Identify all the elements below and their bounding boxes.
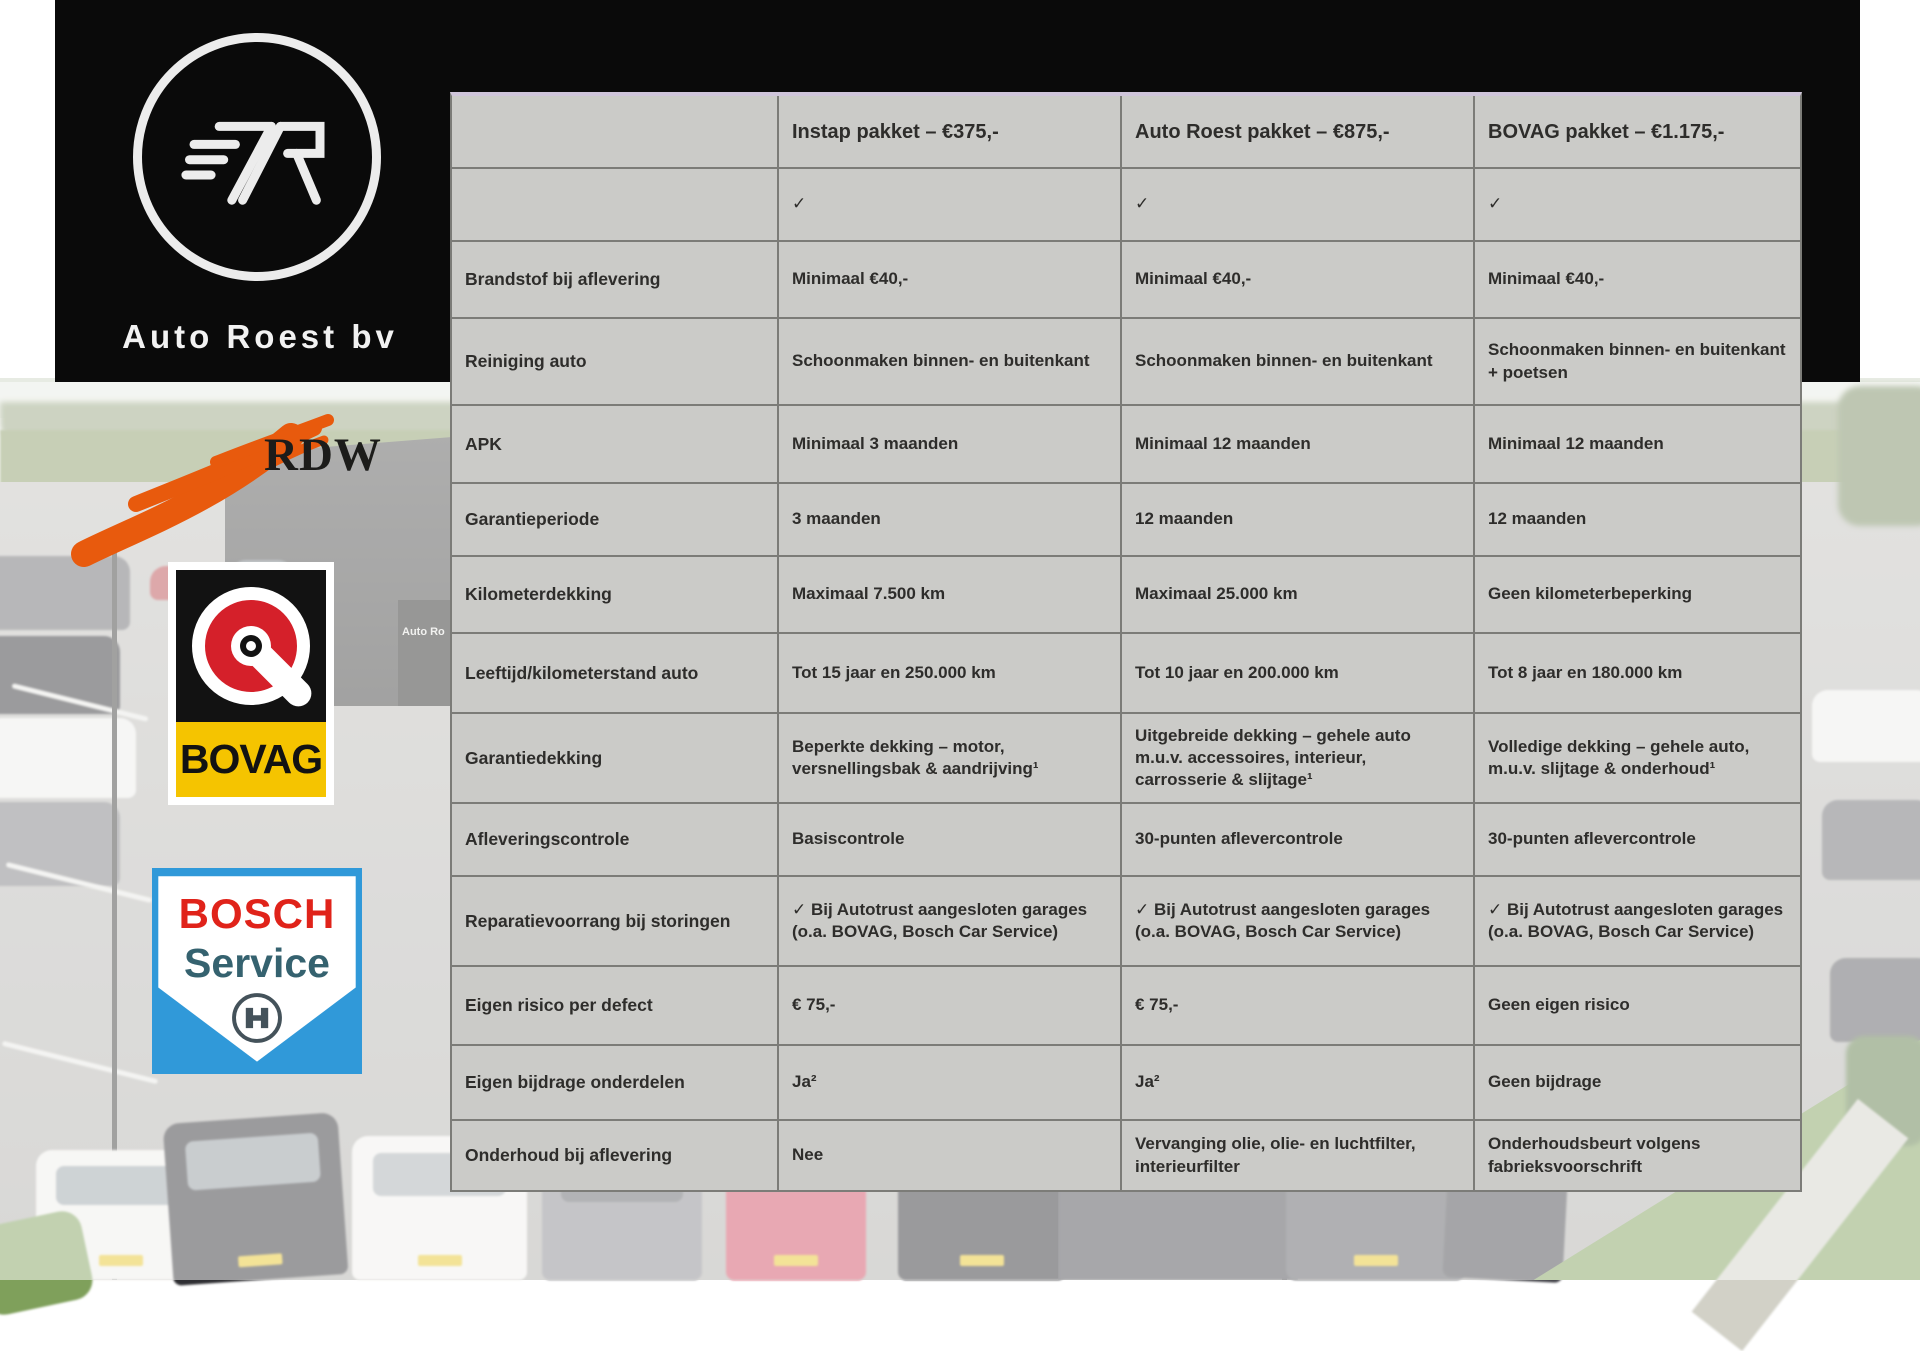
row-label: Onderhoud bij aflevering (452, 1121, 777, 1190)
row-label (452, 169, 777, 240)
cell-value: 30-punten aflevercontrole (1122, 804, 1473, 875)
cell-value: Schoonmaken binnen- en buitenkant (779, 319, 1120, 404)
bosch-service-logo (152, 868, 362, 1074)
package-header: Auto Roest pakket – €875,- (1122, 96, 1473, 167)
row-label: Afleveringscontrole (452, 804, 777, 875)
row-label: Reparatievoorrang bij storingen (452, 877, 777, 965)
rdw-wordmark: RDW (264, 429, 382, 481)
row-label: Leeftijd/kilometerstand auto (452, 634, 777, 712)
bovag-emblem-icon (176, 570, 326, 722)
row-label: Reiniging auto (452, 319, 777, 404)
cell-value: Tot 15 jaar en 250.000 km (779, 634, 1120, 712)
cell-value: Basiscontrole (779, 804, 1120, 875)
cell-value: Minimaal 3 maanden (779, 406, 1120, 482)
cell-value: Ja² (1122, 1046, 1473, 1119)
package-header: Instap pakket – €375,- (779, 96, 1120, 167)
cell-value: ✓ (1122, 169, 1473, 240)
row-label: Brandstof bij aflevering (452, 242, 777, 317)
cell-value: € 75,- (1122, 967, 1473, 1044)
bosch-armature-icon (229, 990, 285, 1046)
cell-value: Onderhoudsbeurt volgens fabrieksvoorschrift (1475, 1121, 1800, 1190)
cell-value: ✓ Bij Autotrust aangesloten garages (o.a. BOVAG, Bosch Car Service) (1122, 877, 1473, 965)
cell-value: Minimaal 12 maanden (1122, 406, 1473, 482)
cell-value: ✓ (779, 169, 1120, 240)
bovag-logo (168, 562, 334, 805)
cell-value: Minimaal €40,- (1475, 242, 1800, 317)
row-label: Garantieperiode (452, 484, 777, 555)
cell-value: 12 maanden (1122, 484, 1473, 555)
cell-value: ✓ Bij Autotrust aangesloten garages (o.a. BOVAG, Bosch Car Service) (779, 877, 1120, 965)
bovag-wordmark: BOVAG (176, 722, 326, 797)
dealer-name: Auto Roest bv (122, 318, 398, 355)
cell-value: Beperkte dekking – motor, versnellingsbak & aandrijving¹ (779, 714, 1120, 802)
cell-value: 30-punten aflevercontrole (1475, 804, 1800, 875)
cell-value: ✓ (1475, 169, 1800, 240)
cell-value: Maximaal 25.000 km (1122, 557, 1473, 632)
cell-value: Vervanging olie, olie- en luchtfilter, interieurfilter (1122, 1121, 1473, 1190)
cell-value: Schoonmaken binnen- en buitenkant (1122, 319, 1473, 404)
row-label: Garantiedekking (452, 714, 777, 802)
bosch-wordmark: BOSCH (178, 890, 336, 937)
cell-value: € 75,- (779, 967, 1120, 1044)
row-label: Kilometerdekking (452, 557, 777, 632)
cell-value: ✓ Bij Autotrust aangesloten garages (o.a. BOVAG, Bosch Car Service) (1475, 877, 1800, 965)
cell-value: Geen bijdrage (1475, 1046, 1800, 1119)
cell-value: Ja² (779, 1046, 1120, 1119)
row-label: APK (452, 406, 777, 482)
cell-value: Tot 8 jaar en 180.000 km (1475, 634, 1800, 712)
package-comparison-table (450, 92, 1802, 1192)
auto-roest-monogram-icon (167, 67, 347, 247)
table-corner-cell (452, 96, 777, 167)
cell-value: Volledige dekking – gehele auto, m.u.v. slijtage & onderhoud¹ (1475, 714, 1800, 802)
cell-value: Minimaal €40,- (779, 242, 1120, 317)
row-label: Eigen risico per defect (452, 967, 777, 1044)
package-header: BOVAG pakket – €1.175,- (1475, 96, 1800, 167)
cell-value: Geen kilometerbeperking (1475, 557, 1800, 632)
cell-value: Uitgebreide dekking – gehele auto m.u.v. accessoires, interieur, carrosserie & slijtage¹ (1122, 714, 1473, 802)
bosch-service-wordmark: Service (184, 940, 330, 986)
cell-value: Tot 10 jaar en 200.000 km (1122, 634, 1473, 712)
cell-value: Schoonmaken binnen- en buitenkant + poetsen (1475, 319, 1800, 404)
cell-value: Geen eigen risico (1475, 967, 1800, 1044)
cell-value: Minimaal 12 maanden (1475, 406, 1800, 482)
cell-value: 12 maanden (1475, 484, 1800, 555)
cell-value: Nee (779, 1121, 1120, 1190)
cell-value: Minimaal €40,- (1122, 242, 1473, 317)
cell-value: 3 maanden (779, 484, 1120, 555)
cell-value: Maximaal 7.500 km (779, 557, 1120, 632)
row-label: Eigen bijdrage onderdelen (452, 1046, 777, 1119)
